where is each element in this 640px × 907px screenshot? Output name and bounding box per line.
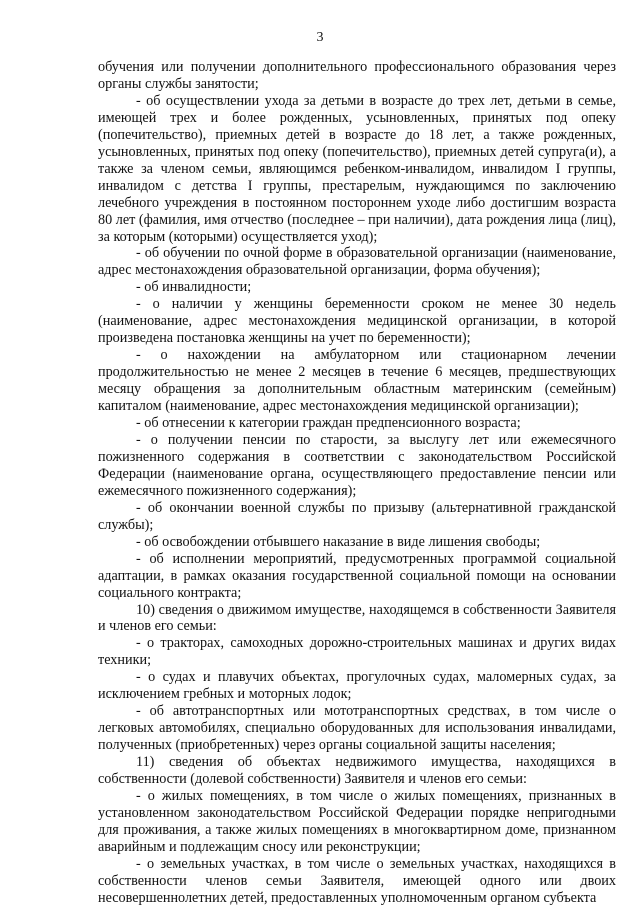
paragraph-vehicles: - об автотранспортных или мототранспортных средствах, в том числе о легковых автомобилях, специально оборудованных для использования инвалидами, полученных (приобретенных) через органы социальной защиты населения;: [98, 703, 616, 754]
paragraph-disability: - об инвалидности;: [136, 279, 252, 296]
paragraph-land-plots: - о земельных участках, в том числе о земельных участках, находящихся в собственности членов семьи Заявителя, имеющей одного или двоих несовершеннолетних детей, предоставленных уполномоченным органом субъекта: [98, 855, 616, 906]
paragraph-release: - об освобождении отбывшего наказание в виде лишения свободы;: [136, 533, 541, 550]
paragraph-social-contract: - об исполнении мероприятий, предусмотренных программой социальной адаптации, в рамках оказания государственной социальной помощи на основании социального контракта;: [98, 550, 616, 601]
document-body: [98, 59, 616, 907]
paragraph-pension: - о получении пенсии по старости, за выслугу лет или ежемесячного пожизненного содержания в соответствии с законодательством Российской Федерации (наименование органа, осуществляющего предоставление пенсии или ежемесячного пожизненного содержания);: [98, 431, 616, 499]
paragraph-continuation: обучения или получении дополнительного профессионального образования через органы службы занятости;: [98, 59, 616, 92]
paragraph-pregnancy: - о наличии у женщины беременности сроком не менее 30 недель (наименование, адрес местонахождения медицинской организации, в которой произведена постановка женщины на учет по беременности);: [98, 296, 616, 347]
paragraph-child-care: - об осуществлении ухода за детьми в возрасте до трех лет, детьми в семье, имеющей трех и более рожденных, усыновленных, принятых под опеку (попечительство), приемных детей в возрасте до 18 лет, а также рожденных, усыновленных, принятых под опеку (попечительство), приемных детей супруга(и), а также за членом семьи, являющимся ребенком-инвалидом, инвалидом I группы, инвалидом с детства I группы, престарелым, нуждающимся по заключению лечебного учреждения в постоянном постороннем уходе либо достигшим возраста 80 лет (фамилия, имя отчество (последнее – при наличии), дата рождения лица (лиц), за которым (которыми) осуществляется уход);: [98, 92, 616, 245]
paragraph-vessels: - о судах и плавучих объектах, прогулочных судах, маломерных судах, за исключением гребных и моторных лодок;: [98, 669, 616, 703]
paragraph-section-10: 10) сведения о движимом имуществе, находящемся в собственности Заявителя и членов его семьи:: [98, 601, 616, 635]
paragraph-preretirement: - об отнесении к категории граждан предпенсионного возраста;: [136, 415, 521, 432]
paragraph-military-service: - об окончании военной службы по призыву (альтернативной гражданской службы);: [98, 499, 616, 533]
paragraph-education: - об обучении по очной форме в образовательной организации (наименование, адрес местонахождения образовательной организации, форма обучения);: [98, 245, 616, 279]
page-number: 3: [316, 30, 324, 45]
paragraph-section-11: 11) сведения об объектах недвижимого имущества, находящихся в собственности (долевой собственности) Заявителя и членов его семьи:: [98, 754, 616, 788]
paragraph-treatment: - о нахождении на амбулаторном или стационарном лечении продолжительностью не менее 2 месяцев в течение 6 месяцев, предшествующих месяцу обращения за дополнительным областным материнским (семейным) капиталом (наименование, адрес местонахождения медицинской организации);: [98, 347, 616, 415]
paragraph-tractors: - о тракторах, самоходных дорожно-строительных машинах и других видах техники;: [98, 635, 616, 669]
paragraph-dwellings: - о жилых помещениях, в том числе о жилых помещениях, признанных в установленном законодательством Российской Федерации порядке непригодными для проживания, а также жилых помещениях в многоквартирном доме, признанном аварийным и подлежащим сносу или реконструкции;: [98, 787, 616, 855]
